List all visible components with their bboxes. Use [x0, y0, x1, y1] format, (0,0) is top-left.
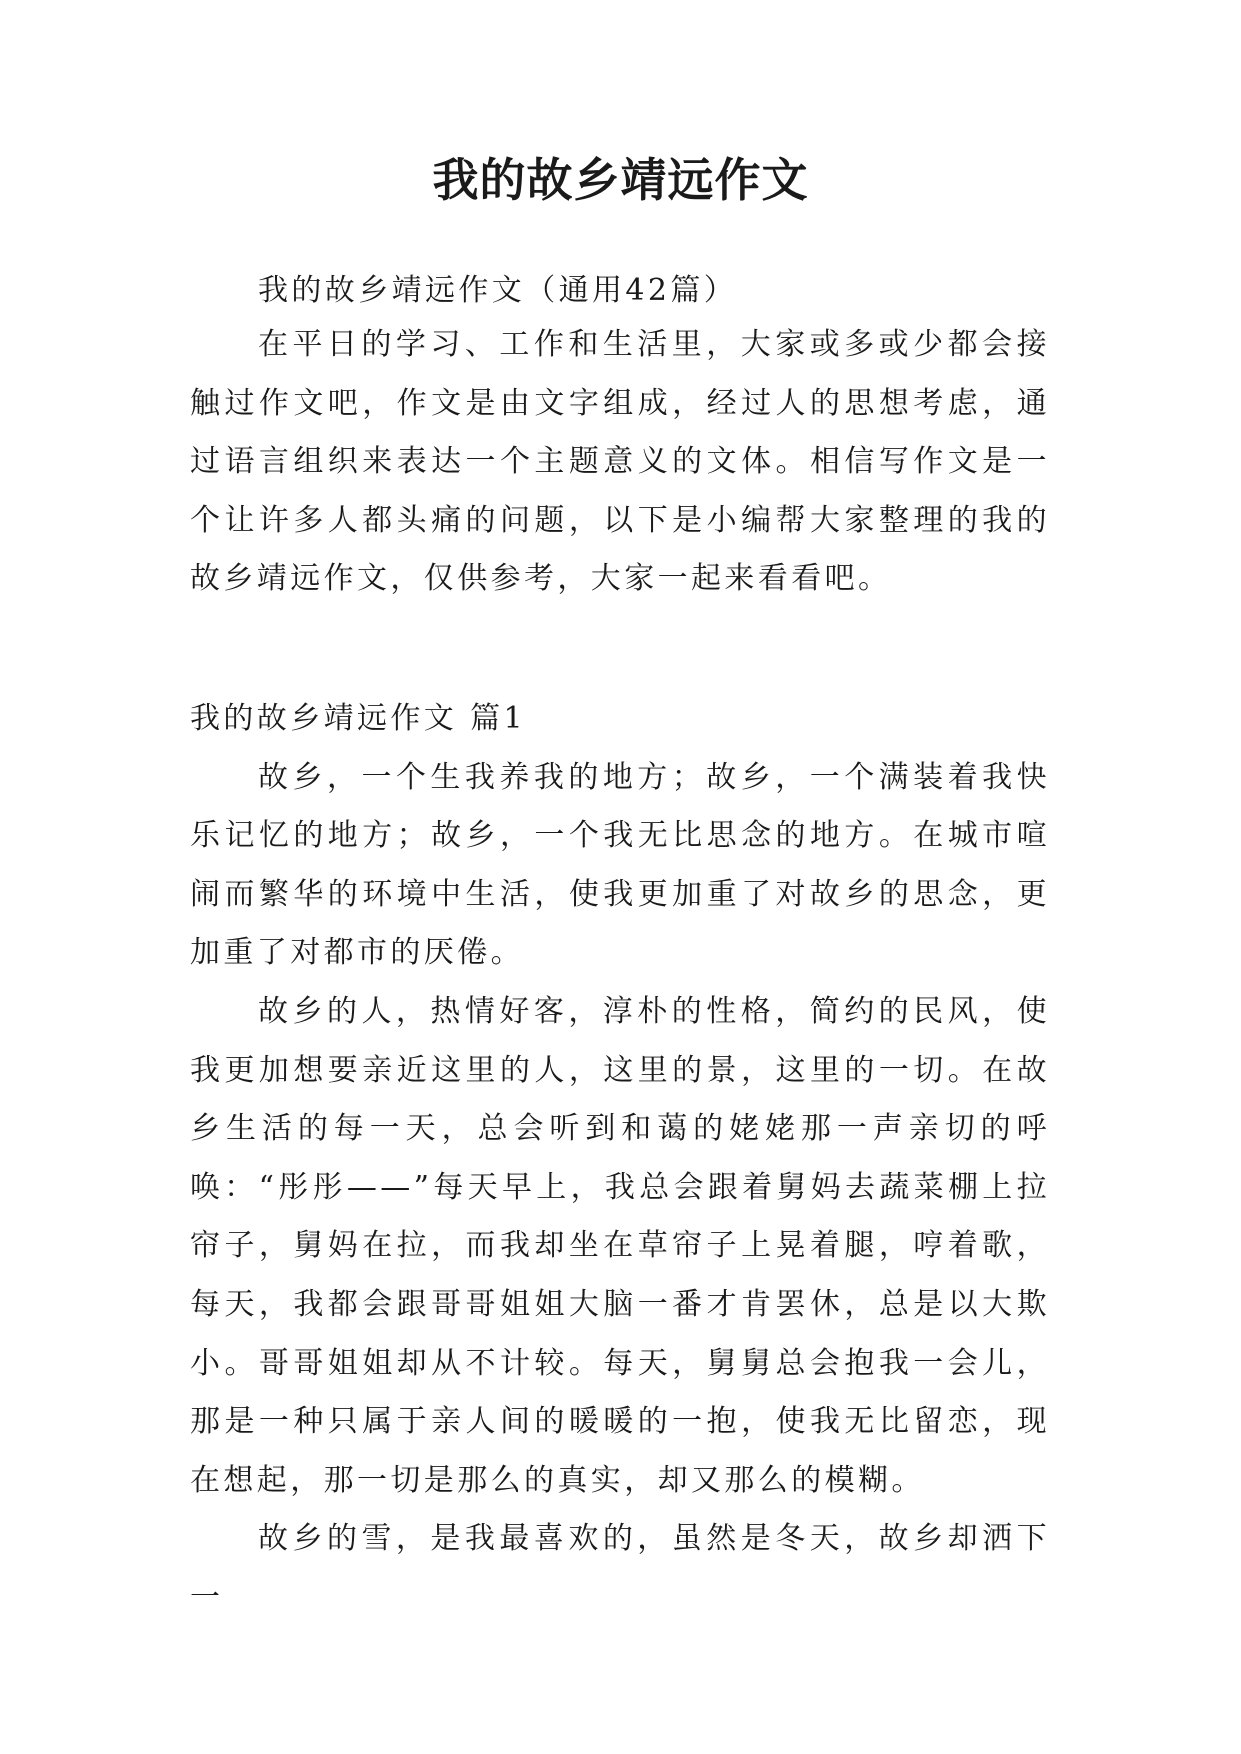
body-paragraph: 故乡，一个生我养我的地方；故乡，一个满装着我快乐记忆的地方；故乡，一个我无比思念的地方。在城市喧闹而繁华的环境中生活，使我更加重了对故乡的思念，更加重了对都市的厌倦。: [190, 759, 1050, 971]
body-paragraph: 故乡的雪，是我最喜欢的，虽然是冬天，故乡却洒下一: [190, 1521, 1050, 1615]
intro-block: [190, 316, 1050, 609]
section-heading: 我的故乡靖远作文 篇1: [190, 701, 527, 736]
intro-paragraph: 在平日的学习、工作和生活里，大家或多或少都会接触过作文吧，作文是由文字组成，经过人的思想考虑，通过语言组织来表达一个主题意义的文体。相信写作文是一个让许多人都头痛的问题，以下是小编帮大家整理的我的故乡靖远作文，仅供参考，大家一起来看看吧。: [190, 327, 1050, 597]
document-subtitle: 我的故乡靖远作文（通用42篇）: [258, 273, 738, 308]
section-1: [190, 690, 1050, 1628]
subtitle-block: [190, 262, 1050, 321]
body-paragraph: 故乡的人，热情好客，淳朴的性格，简约的民风，使我更加想要亲近这里的人，这里的景，这里的一切。在故乡生活的每一天，总会听到和蔼的姥姥那一声亲切的呼唤：“彤彤——”每天早上，我总会跟着舅妈去蔬菜棚上拉帘子，舅妈在拉，而我却坐在草帘子上晃着腿，哼着歌，每天，我都会跟哥哥姐姐大脑一番才肯罢休，总是以大欺小。哥哥姐姐却从不计较。每天，舅舅总会抱我一会儿，那是一种只属于亲人间的暖暖的一抱，使我无比留恋，现在想起，那一切是那么的真实，却又那么的模糊。: [190, 993, 1050, 1498]
document-title: 我的故乡靖远作文: [432, 153, 809, 207]
